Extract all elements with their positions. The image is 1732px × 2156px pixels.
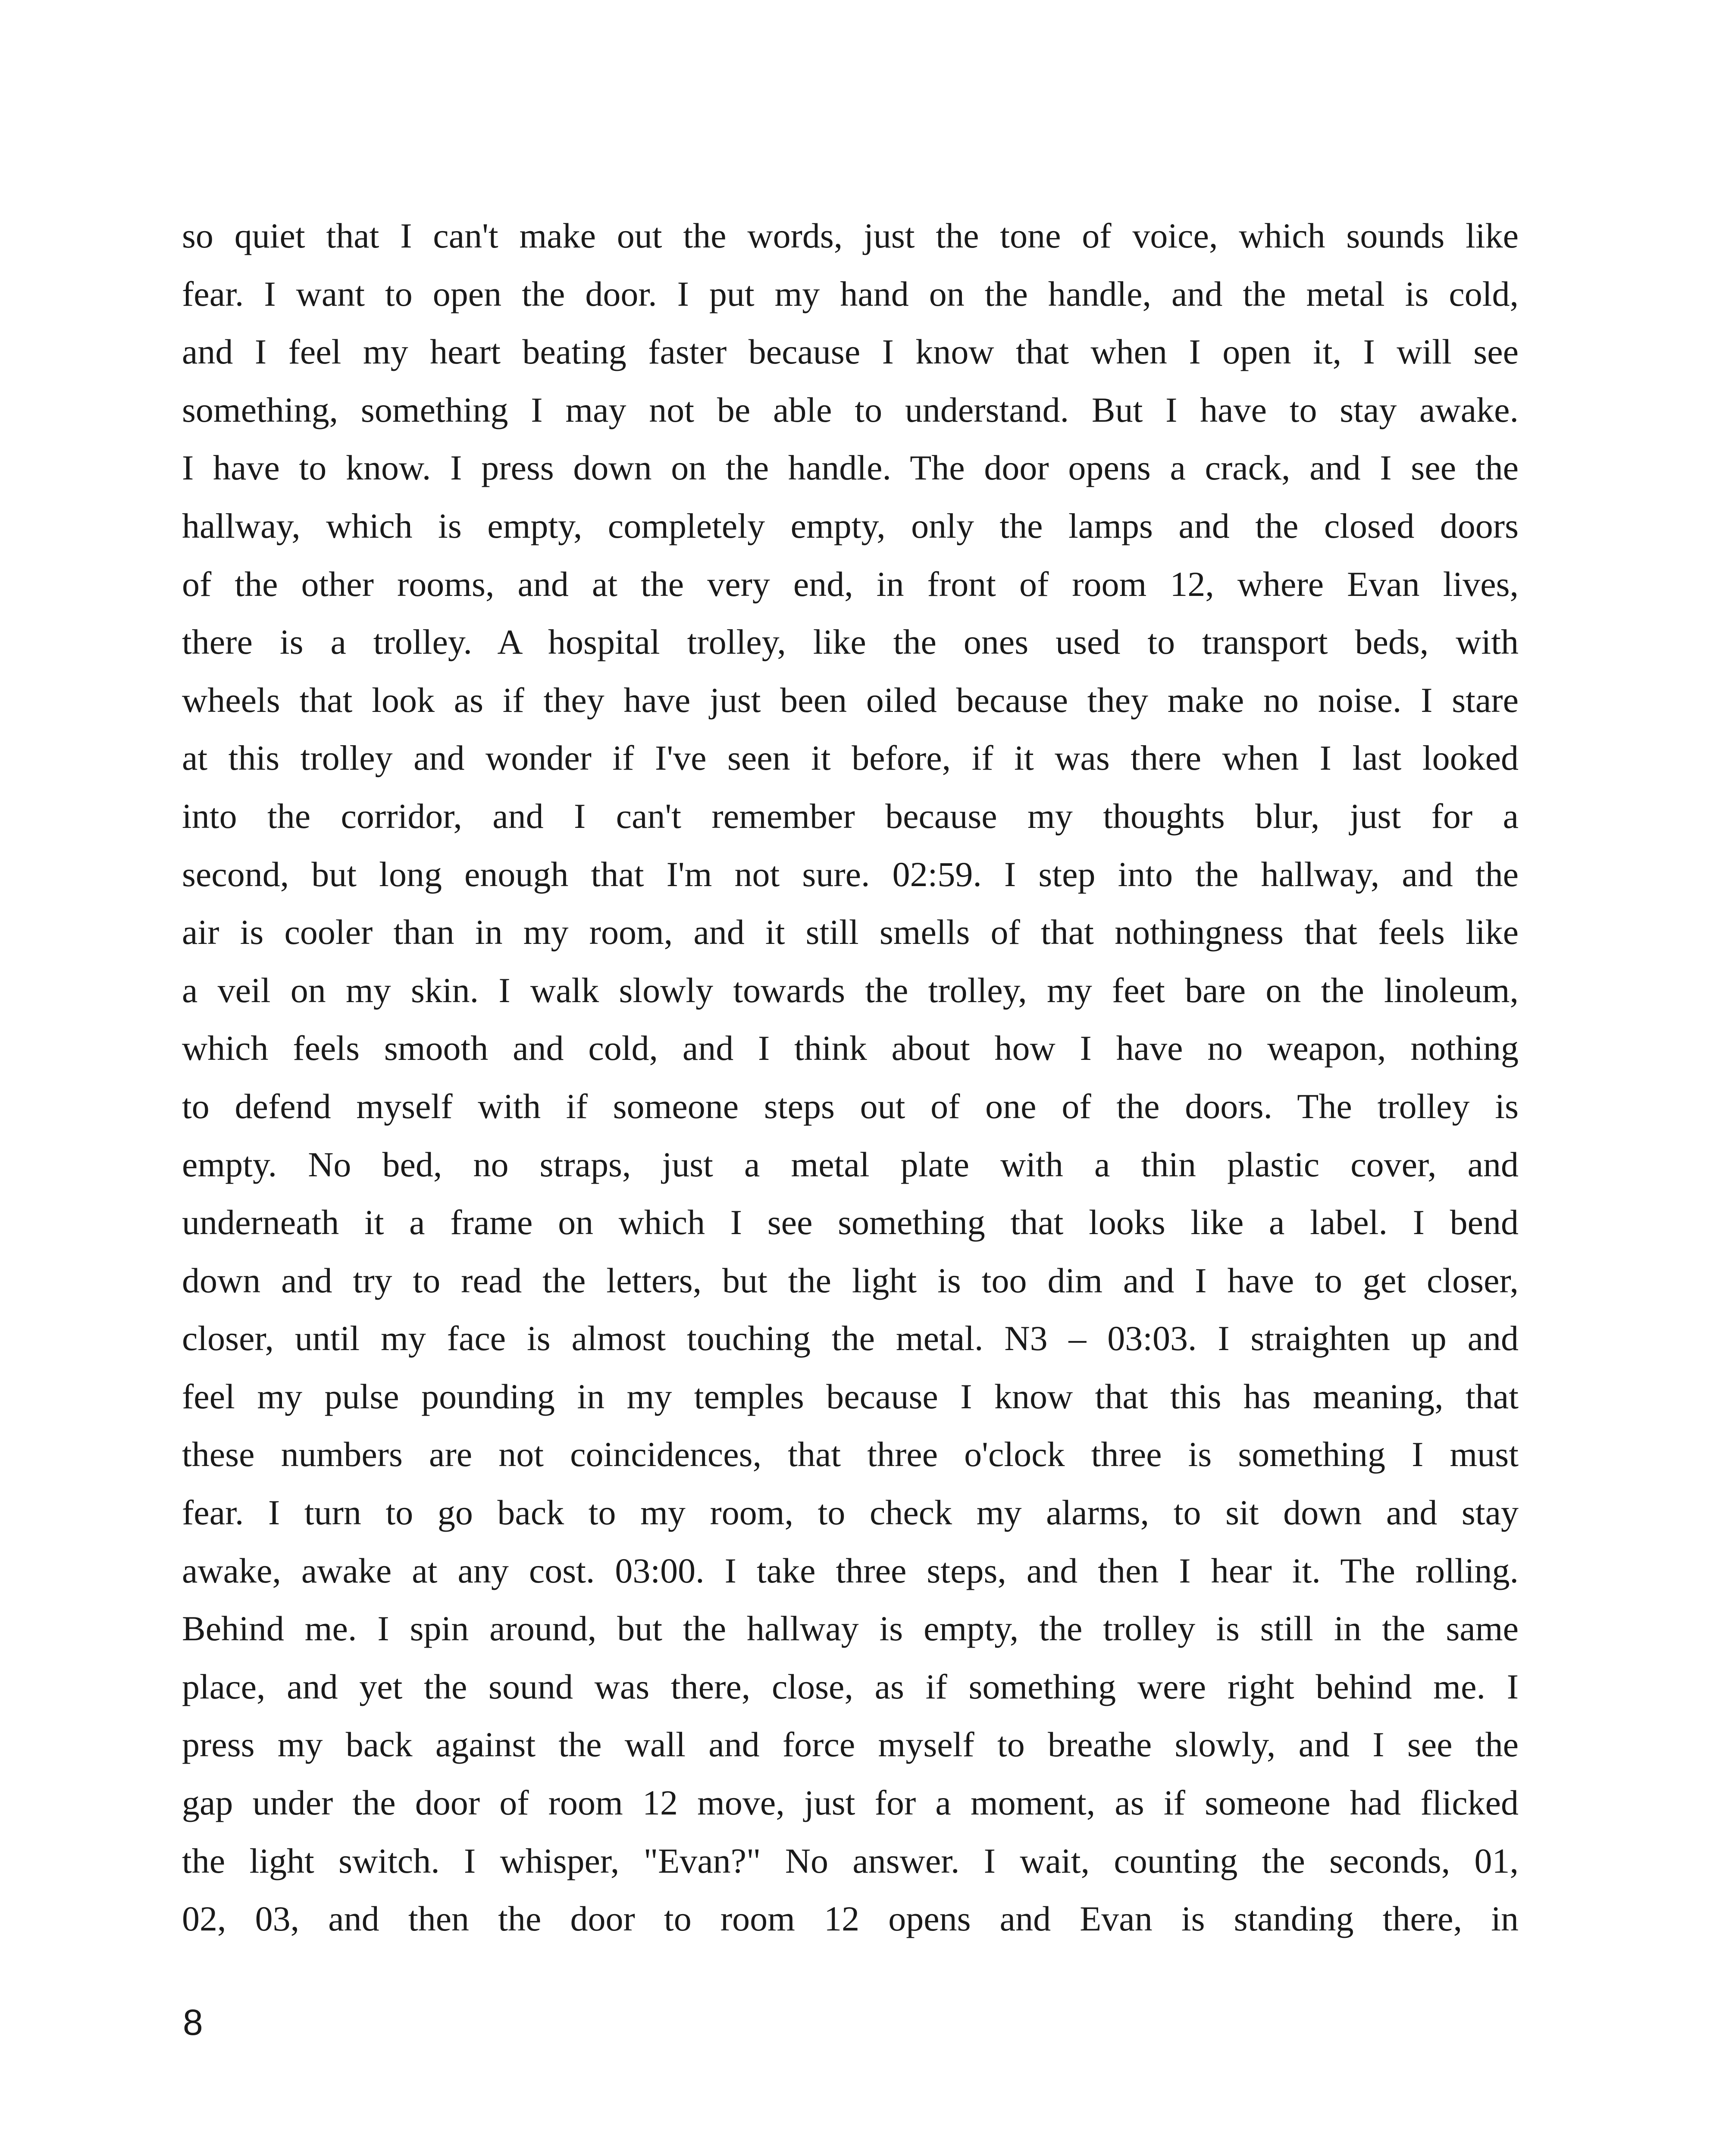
text-line: down and try to read the letters, but the light is too dim and I have to get closer, — [182, 1260, 1519, 1300]
text-line: hallway, which is empty, completely empty, only the lamps and the closed doors — [182, 506, 1519, 545]
body-text — [182, 207, 1519, 1948]
text-line: fear. I turn to go back to my room, to check my alarms, to sit down and stay — [182, 1493, 1519, 1532]
text-line: awake, awake at any cost. 03:00. I take three steps, and then I hear it. The rolling. — [182, 1551, 1519, 1590]
text-line: a veil on my skin. I walk slowly towards the trolley, my feet bare on the linoleum, — [182, 970, 1519, 1010]
text-line: so quiet that I can't make out the words, just the tone of voice, which sounds like — [182, 216, 1519, 255]
text-line: air is cooler than in my room, and it still smells of that nothingness that feels like — [182, 912, 1519, 952]
text-line: into the corridor, and I can't remember because my thoughts blur, just for a — [182, 796, 1519, 836]
text-line: I have to know. I press down on the handle. The door opens a crack, and I see the — [182, 448, 1519, 488]
text-line: closer, until my face is almost touching the metal. N3 – 03:03. I straighten up and — [182, 1319, 1519, 1358]
page-number: 8 — [183, 2002, 203, 2043]
text-line: which feels smooth and cold, and I think about how I have no weapon, nothing — [182, 1028, 1519, 1068]
text-line: the light switch. I whisper, "Evan?" No answer. I wait, counting the seconds, 01, — [182, 1841, 1519, 1880]
text-line: fear. I want to open the door. I put my hand on the handle, and the metal is cold, — [182, 274, 1519, 313]
text-line: second, but long enough that I'm not sure. 02:59. I step into the hallway, and the — [182, 854, 1519, 894]
text-line: these numbers are not coincidences, that three o'clock three is something I must — [182, 1435, 1519, 1474]
text-line: something, something I may not be able to understand. But I have to stay awake. — [182, 390, 1519, 429]
text-line: to defend myself with if someone steps out of one of the doors. The trolley is — [182, 1086, 1519, 1126]
text-line: of the other rooms, and at the very end, in front of room 12, where Evan lives, — [182, 564, 1519, 604]
text-line: at this trolley and wonder if I've seen it before, if it was there when I last looked — [182, 738, 1519, 778]
text-line: Behind me. I spin around, but the hallway is empty, the trolley is still in the same — [182, 1609, 1519, 1648]
text-line: place, and yet the sound was there, close, as if something were right behind me. I — [182, 1667, 1519, 1706]
text-line: 02, 03, and then the door to room 12 opens and Evan is standing there, in — [182, 1899, 1519, 1939]
text-line: wheels that look as if they have just been oiled because they make no noise. I stare — [182, 680, 1519, 720]
text-line: feel my pulse pounding in my temples because I know that this has meaning, that — [182, 1376, 1519, 1416]
text-line: empty. No bed, no straps, just a metal plate with a thin plastic cover, and — [182, 1144, 1519, 1184]
text-line: and I feel my heart beating faster because I know that when I open it, I will see — [182, 332, 1519, 372]
text-line: underneath it a frame on which I see something that looks like a label. I bend — [182, 1203, 1519, 1242]
text-line: gap under the door of room 12 move, just for a moment, as if someone had flicked — [182, 1783, 1519, 1823]
text-line: there is a trolley. A hospital trolley, like the ones used to transport beds, with — [182, 622, 1519, 662]
text-line: press my back against the wall and force myself to breathe slowly, and I see the — [182, 1725, 1519, 1764]
